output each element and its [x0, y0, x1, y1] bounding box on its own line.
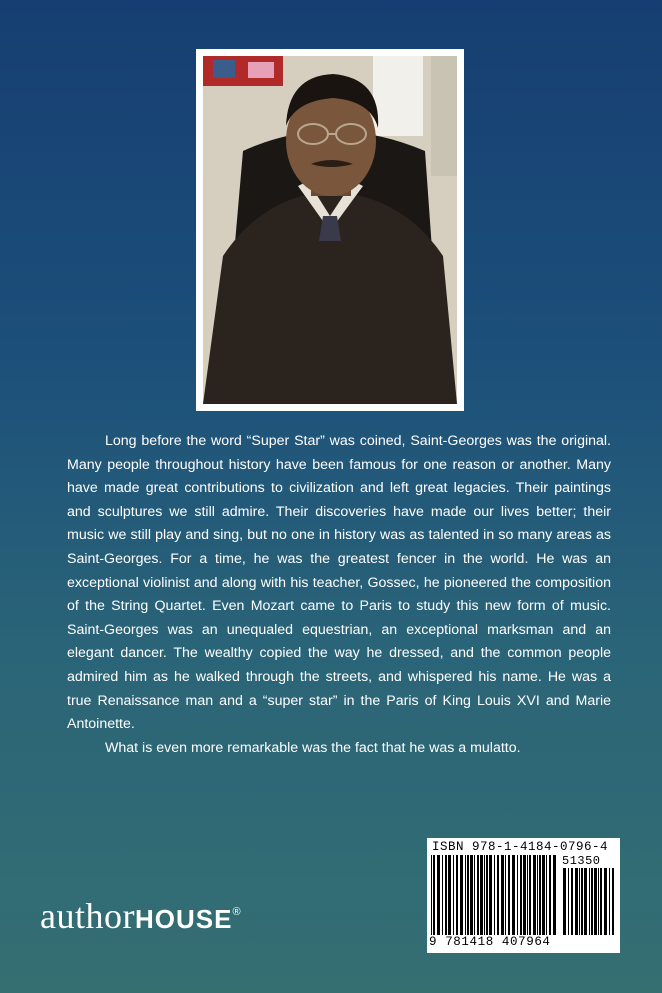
publisher-logo-part2: HOUSE — [134, 904, 233, 934]
barcode-bar — [442, 855, 443, 935]
barcode-bar — [609, 868, 610, 935]
barcode-bar — [523, 855, 526, 935]
barcode-bar — [445, 855, 447, 935]
barcode-bar — [477, 855, 479, 935]
barcode-bar — [431, 855, 432, 935]
barcode-bar — [474, 855, 475, 935]
barcode-bar — [604, 868, 607, 935]
barcode-bar — [470, 855, 473, 935]
barcode-bar — [512, 855, 515, 935]
barcode-bar — [542, 855, 545, 935]
price-code: 51350 — [562, 854, 601, 868]
addon-barcode-bars — [563, 868, 617, 935]
barcode-bar — [517, 855, 518, 935]
barcode-bar — [480, 855, 483, 935]
author-portrait-image — [203, 56, 457, 404]
barcode-bar — [563, 868, 566, 935]
barcode-bar — [508, 855, 510, 935]
barcode-bar — [501, 855, 504, 935]
isbn-barcode — [427, 838, 620, 953]
barcode-bar — [533, 855, 536, 935]
barcode-bar — [453, 855, 454, 935]
barcode-bar — [584, 868, 587, 935]
author-photo — [203, 56, 457, 404]
barcode-bar — [456, 855, 458, 935]
barcode-bar — [527, 855, 528, 935]
barcode-bar — [594, 868, 597, 935]
publisher-logo — [40, 895, 241, 937]
barcode-bar — [520, 855, 522, 935]
barcode-bar — [489, 855, 492, 935]
barcode-bar — [589, 868, 590, 935]
barcode-bar — [505, 855, 506, 935]
blurb-paragraph-2: What is even more remarkable was the fact that he was a mulatto. — [105, 739, 521, 756]
barcode-bar — [537, 855, 538, 935]
barcode-bar — [571, 868, 573, 935]
barcode-bar — [581, 868, 583, 935]
barcode-bar — [575, 868, 578, 935]
ean-barcode-bars — [431, 855, 559, 935]
barcode-bar — [529, 855, 531, 935]
barcode-bar — [600, 868, 602, 935]
barcode-bar — [591, 868, 593, 935]
barcode-bar — [467, 855, 469, 935]
barcode-bar — [598, 868, 599, 935]
barcode-bar — [437, 855, 440, 935]
barcode-bar — [460, 855, 463, 935]
publisher-logo-part1: author — [40, 896, 135, 936]
barcode-bar — [546, 855, 547, 935]
barcode-bar — [494, 855, 495, 935]
ean-digits: 9 781418 407964 — [429, 935, 551, 949]
barcode-bar — [484, 855, 485, 935]
barcode-bar — [568, 868, 569, 935]
back-cover-blurb — [67, 430, 611, 760]
barcode-bar — [497, 855, 499, 935]
barcode-bar — [612, 868, 614, 935]
blurb-paragraph-1: Long before the word “Super Star” was coined, Saint-Georges was the original. Many people throughout history have been famous for one reason or another. Many have made great contributions to civilization and left great legacies. Their paintings and sculptures we still admire. Their discoveries have made our lives better; their music we still play and sing, but no one in history was as talented in so many areas as Saint-Georges. For a time, he was the greatest fencer in the world. He was an exceptional violinist and along with his teacher, Gossec, he pioneered the composition of the String Quartet. Even Mozart came to Paris to study this new form of music. Saint-Georges was an unequaled equestrian, an exceptional marksman and an elegant dancer. The wealthy copied the way he dressed, and the common people admired him as he walked through the streets, and whispered his name. He was a true Renaissance man and a “super star” in the Paris of King Louis XVI and Marie Antoinette. — [67, 433, 611, 733]
barcode-bar — [465, 855, 466, 935]
author-photo-frame — [196, 49, 464, 411]
barcode-bar — [486, 855, 488, 935]
barcode-bar — [539, 855, 541, 935]
registered-mark: ® — [232, 906, 242, 918]
barcode-bar — [579, 868, 580, 935]
isbn-label: ISBN 978-1-4184-0796-4 — [432, 840, 609, 854]
barcode-bar — [448, 855, 451, 935]
barcode-bar — [553, 855, 556, 935]
barcode-bar — [549, 855, 551, 935]
barcode-bar — [433, 855, 435, 935]
